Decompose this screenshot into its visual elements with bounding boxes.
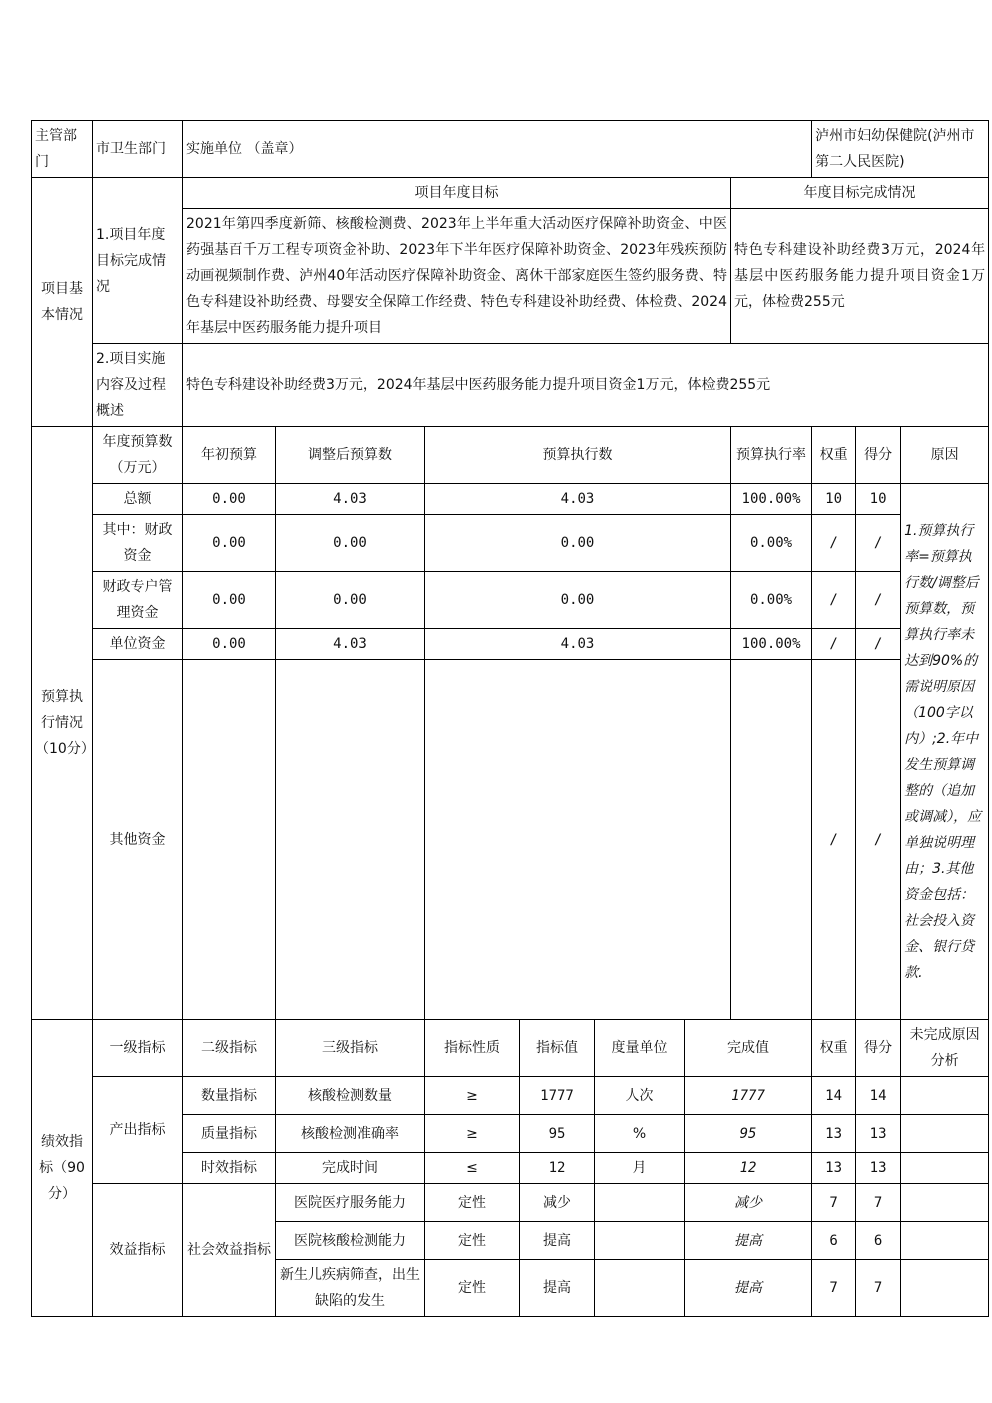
perf-score: 7	[856, 1184, 901, 1222]
perf-unit: %	[595, 1115, 685, 1153]
perf-unit	[595, 1260, 685, 1317]
budget-header-year: 年度预算数（万元）	[93, 427, 183, 484]
budget-row-score: 10	[856, 484, 901, 515]
perf-nature: ≥	[425, 1077, 520, 1115]
perf-reason	[901, 1222, 989, 1260]
budget-header-weight: 权重	[812, 427, 856, 484]
budget-row-label: 总额	[93, 484, 183, 515]
perf-unit	[595, 1222, 685, 1260]
budget-row-label: 其中：财政资金	[93, 515, 183, 572]
perf-weight: 14	[812, 1077, 856, 1115]
budget-row-rate: 0.00%	[731, 515, 812, 572]
budget-header-adjusted: 调整后预算数	[276, 427, 425, 484]
budget-header-score: 得分	[856, 427, 901, 484]
basic-row1-label: 1.项目年度目标完成情况	[93, 178, 183, 344]
budget-row-label: 单位资金	[93, 629, 183, 660]
budget-note: 1.预算执行率=预算执行数/调整后预算数，预算执行率未达到90%的需说明原因（100字以内）;2.年中发生预算调整的（追加或调减），应单独说明理由；3.其他资金包括：社会投入资金、银行贷款.	[901, 484, 989, 1020]
perf-score: 14	[856, 1077, 901, 1115]
budget-row-score: /	[856, 515, 901, 572]
perf-header-value: 指标值	[520, 1020, 595, 1077]
perf-header-level1: 一级指标	[93, 1020, 183, 1077]
perf-value: 减少	[520, 1184, 595, 1222]
perf-weight: 6	[812, 1222, 856, 1260]
budget-other-weight: /	[812, 660, 856, 1020]
perf-level3: 核酸检测准确率	[276, 1115, 425, 1153]
budget-row-initial: 0.00	[183, 572, 276, 629]
perf-score: 6	[856, 1222, 901, 1260]
dept-value: 市卫生部门	[93, 121, 183, 178]
perf-nature: 定性	[425, 1184, 520, 1222]
perf-header-reason: 未完成原因分析	[901, 1020, 989, 1077]
budget-row-adjusted: 0.00	[276, 572, 425, 629]
perf-level3: 核酸检测数量	[276, 1077, 425, 1115]
perf-unit: 月	[595, 1153, 685, 1184]
perf-value: 95	[520, 1115, 595, 1153]
perf-header-level3: 三级指标	[276, 1020, 425, 1077]
budget-row-adjusted: 0.00	[276, 515, 425, 572]
budget-row-weight: 10	[812, 484, 856, 515]
perf-score: 7	[856, 1260, 901, 1317]
budget-row-initial: 0.00	[183, 484, 276, 515]
perf-weight: 7	[812, 1184, 856, 1222]
basic-section-label: 项目基本情况	[32, 178, 93, 427]
budget-row-label: 财政专户管理资金	[93, 572, 183, 629]
budget-row-initial: 0.00	[183, 515, 276, 572]
perf-weight: 13	[812, 1153, 856, 1184]
perf-weight: 7	[812, 1260, 856, 1317]
perf-done: 1777	[685, 1077, 812, 1115]
budget-row-rate: 100.00%	[731, 629, 812, 660]
perf-header-weight: 权重	[812, 1020, 856, 1077]
budget-row-adjusted: 4.03	[276, 629, 425, 660]
budget-header-executed: 预算执行数	[425, 427, 731, 484]
perf-value: 12	[520, 1153, 595, 1184]
budget-other-adjusted	[276, 660, 425, 1020]
perf-done: 提高	[685, 1260, 812, 1317]
perf-header-score: 得分	[856, 1020, 901, 1077]
perf-score: 13	[856, 1153, 901, 1184]
perf-reason	[901, 1077, 989, 1115]
perf-done: 提高	[685, 1222, 812, 1260]
perf-header-nature: 指标性质	[425, 1020, 520, 1077]
budget-header-rate: 预算执行率	[731, 427, 812, 484]
budget-header-reason: 原因	[901, 427, 989, 484]
budget-row-score: /	[856, 572, 901, 629]
budget-other-label: 其他资金	[93, 660, 183, 1020]
perf-reason	[901, 1184, 989, 1222]
budget-row-rate: 0.00%	[731, 572, 812, 629]
budget-other-score: /	[856, 660, 901, 1020]
perf-weight: 13	[812, 1115, 856, 1153]
basic-row2-value: 特色专科建设补助经费3万元，2024年基层中医药服务能力提升项目资金1万元，体检费255元	[183, 344, 989, 427]
perf-output-label: 产出指标	[93, 1077, 183, 1184]
perf-social-label: 社会效益指标	[183, 1184, 276, 1317]
goal-header: 项目年度目标	[183, 178, 731, 209]
perf-reason	[901, 1153, 989, 1184]
basic-row1-completion: 特色专科建设补助经费3万元，2024年基层中医药服务能力提升项目资金1万元，体检费255元	[731, 209, 989, 344]
perf-header-done: 完成值	[685, 1020, 812, 1077]
perf-value: 提高	[520, 1260, 595, 1317]
budget-row-weight: /	[812, 629, 856, 660]
perf-reason	[901, 1115, 989, 1153]
budget-row-executed: 0.00	[425, 515, 731, 572]
budget-row-adjusted: 4.03	[276, 484, 425, 515]
perf-section-label: 绩效指标（90分）	[32, 1020, 93, 1317]
budget-other-initial	[183, 660, 276, 1020]
budget-other-rate	[731, 660, 812, 1020]
budget-row-initial: 0.00	[183, 629, 276, 660]
basic-row1-goal: 2021年第四季度新筛、核酸检测费、2023年上半年重大活动医疗保障补助资金、中医药强基百千万工程专项资金补助、2023年下半年医疗保障补助资金、2023年残疾预防动画视频制作费、泸州40年活动医疗保障补助资金、离休干部家庭医生签约服务费、特色专科建设补助经费、母婴安全保障工作经费、特色专科建设补助经费、体检费、2024年基层中医药服务能力提升项目	[183, 209, 731, 344]
perf-header-unit: 度量单位	[595, 1020, 685, 1077]
perf-level2: 数量指标	[183, 1077, 276, 1115]
budget-row-rate: 100.00%	[731, 484, 812, 515]
perf-nature: 定性	[425, 1222, 520, 1260]
perf-nature: ≤	[425, 1153, 520, 1184]
unit-label: 实施单位 （盖章）	[183, 121, 812, 178]
perf-level2: 质量指标	[183, 1115, 276, 1153]
perf-value: 提高	[520, 1222, 595, 1260]
perf-value: 1777	[520, 1077, 595, 1115]
basic-row2-label: 2.项目实施内容及过程概述	[93, 344, 183, 427]
budget-row-weight: /	[812, 515, 856, 572]
perf-score: 13	[856, 1115, 901, 1153]
perf-reason	[901, 1260, 989, 1317]
perf-unit: 人次	[595, 1077, 685, 1115]
perf-nature: 定性	[425, 1260, 520, 1317]
perf-done: 减少	[685, 1184, 812, 1222]
perf-unit	[595, 1184, 685, 1222]
perf-level3: 完成时间	[276, 1153, 425, 1184]
perf-benefit-label: 效益指标	[93, 1184, 183, 1317]
completion-header: 年度目标完成情况	[731, 178, 989, 209]
budget-header-initial: 年初预算	[183, 427, 276, 484]
perf-level2: 时效指标	[183, 1153, 276, 1184]
budget-other-executed	[425, 660, 731, 1020]
budget-row-weight: /	[812, 572, 856, 629]
perf-header-level2: 二级指标	[183, 1020, 276, 1077]
perf-done: 95	[685, 1115, 812, 1153]
performance-report-table	[31, 120, 989, 1317]
budget-row-score: /	[856, 629, 901, 660]
perf-level3: 医院核酸检测能力	[276, 1222, 425, 1260]
perf-level3: 新生儿疾病筛查，出生缺陷的发生	[276, 1260, 425, 1317]
budget-row-executed: 4.03	[425, 629, 731, 660]
budget-row-executed: 4.03	[425, 484, 731, 515]
unit-value: 泸州市妇幼保健院(泸州市第二人民医院)	[812, 121, 989, 178]
budget-section-label: 预算执行情况（10分）	[32, 427, 93, 1020]
perf-done: 12	[685, 1153, 812, 1184]
dept-label: 主管部门	[32, 121, 93, 178]
budget-row-executed: 0.00	[425, 572, 731, 629]
perf-nature: ≥	[425, 1115, 520, 1153]
perf-level3: 医院医疗服务能力	[276, 1184, 425, 1222]
